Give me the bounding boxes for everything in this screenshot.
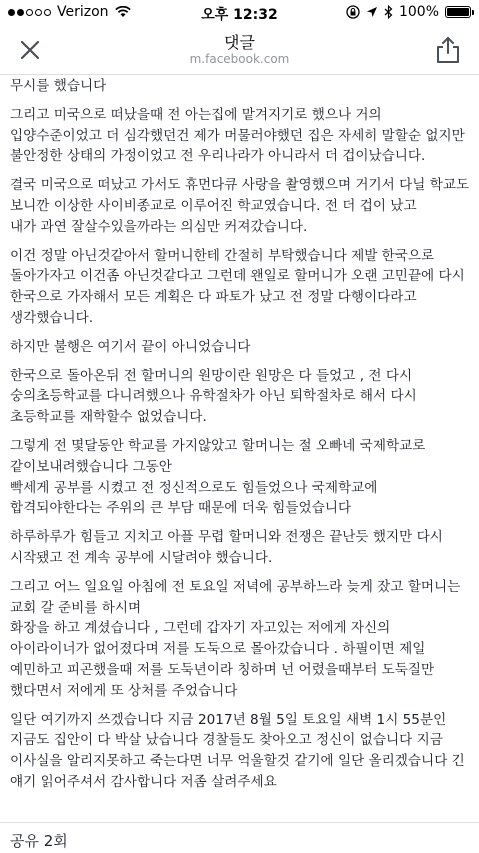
share-count-link[interactable]: 공유 2회 <box>10 832 68 850</box>
page-url: m.facebook.com <box>189 52 290 66</box>
post-paragraph: 결국 미국으로 떠났고 가서도 휴먼다큐 사랑을 촬영했으며 거기서 다닐 학교도 보니깐 이상한 사이비종교로 이루어진 학교였습니다. 전 더 겁이 났고 내가 과연 잘살수있을까라는 의심만 커져갔습니다. <box>10 177 470 235</box>
carrier-label: Verizon <box>57 4 109 20</box>
post-paragraph: 하지만 불행은 여기서 끝이 아니었습니다 <box>10 338 251 355</box>
share-icon[interactable] <box>435 36 461 64</box>
post-paragraph: 이건 정말 아닌것같아서 할머니한테 간절히 부탁했습니다 제발 한국으로 돌아가자고 이건좀 아닌것같다고 그런데 왠일로 할머니가 오랜 고민끝에 다시 한국으로 가자해서 모든 계획은 다 파토가 났고 전 정말 다행이다라고 생각했습니다. <box>10 247 465 326</box>
location-arrow-icon <box>366 6 378 18</box>
bluetooth-icon <box>384 5 393 19</box>
post-paragraph: 그리고 어느 일요일 아침에 전 토요일 저녁에 공부하느라 늦게 잤고 할머니는 교회 갈 준비를 하시며 화장을 하고 계셨습니다 , 그런데 갑자기 자고있는 저에게 자신의 아이라이너가 없어졌다며 저를 도둑으로 몰아갔습니다 . 하필이면 제일 예민하고 피곤했을때 저를 도둑년이라 칭하며 넌 어렸을때부터 도둑질만 했다면서 저에게 또 상처를 주었습니다 <box>10 578 461 699</box>
battery-icon <box>445 6 471 18</box>
battery-level <box>447 8 469 16</box>
page-title: 댓글 <box>224 33 255 52</box>
status-time: 오후 12:32 <box>201 7 278 23</box>
post-paragraph: 무시를 했습니다 <box>10 78 107 94</box>
nav-bar <box>0 26 479 75</box>
post-paragraph: 일단 여기까지 쓰겠습니다 지금 2017년 8월 5일 토요일 새벽 1시 55분인 지금도 집안이 다 박살 났습니다 경찰들도 찾아오고 정신이 없습니다 지금 이사실을 알리지못하고 죽는다면 너무 억울할것 같기에 일단 올리겠습니다 긴 얘기 읽어주셔서 감사합니다 저좀 살려주세요 <box>10 711 465 790</box>
status-bar <box>0 0 479 26</box>
post-paragraph: 한국으로 돌아온뒤 전 할머니의 원망이란 원망은 다 들었고 , 전 다시 숭의초등학교를 다니려했으나 유학절차가 아닌 퇴학절차로 해서 다시 초등학교를 재학할수 없었습니다. <box>10 367 417 426</box>
post-paragraph: 하루하루가 힘들고 지치고 아플 무렵 할머니와 전쟁은 끝난듯 했지만 다시 시작됐고 전 계속 공부에 시달려야 했습니다. <box>10 529 443 566</box>
divider <box>0 822 479 823</box>
battery-percent: 100% <box>398 4 439 20</box>
post-content <box>10 76 470 801</box>
status-right <box>346 4 471 20</box>
post-paragraph: 그리고 미국으로 떠났을때 전 아는집에 맡겨지기로 했으나 거의 입양수준이었고 더 심각했던건 제가 머물러야했던 집은 자세히 말할순 없지만 불안정한 상태의 가정이었고 전 우리나라가 아니라서 더 겁이났습니다. <box>10 106 465 165</box>
post-paragraph: 그렇게 전 몇달동안 학교를 가지않았고 할머니는 절 오빠네 국제학교로 같이보내려했습니다 그동안 빡세게 공부를 시켰고 전 정신적으로도 힘들었으나 국제학교에 합격되야한다는 주위의 큰 부담 때문에 더욱 힘들었습니다 <box>10 437 426 517</box>
lock-rotation-icon <box>346 5 360 19</box>
